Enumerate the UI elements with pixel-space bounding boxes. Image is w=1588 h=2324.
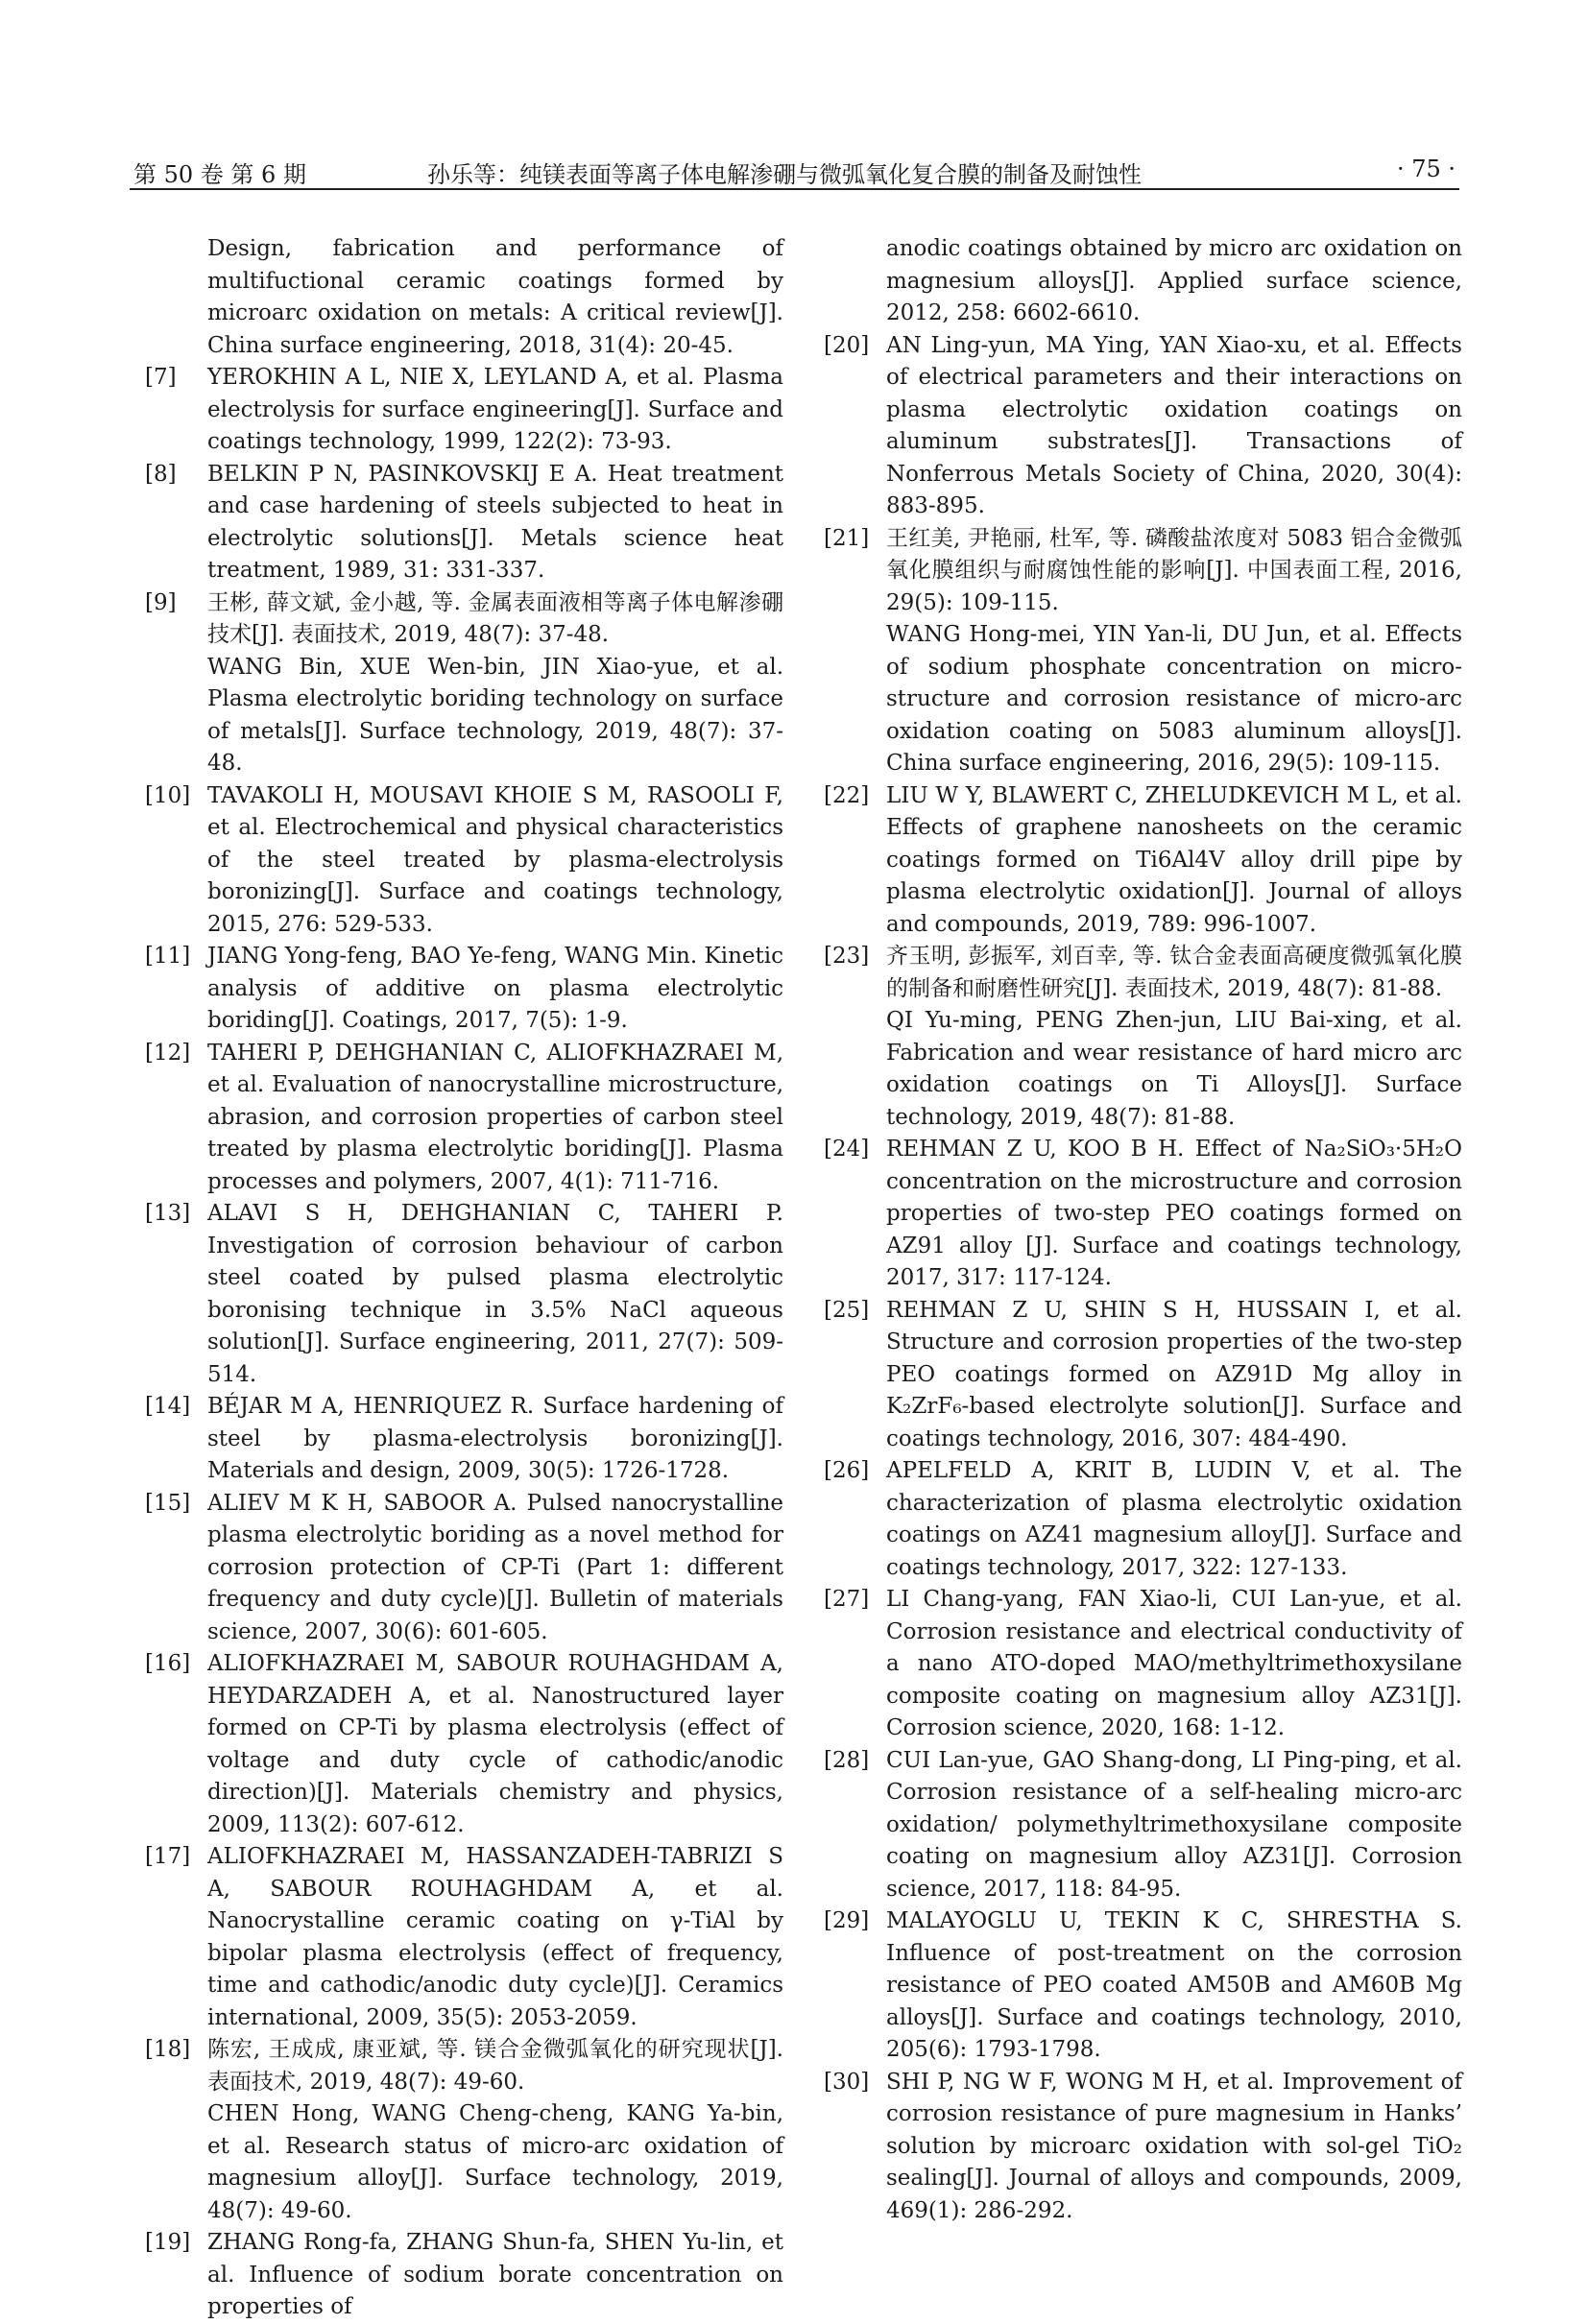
reference-text: WANG Bin, XUE Wen-bin, JIN Xiao-yue, et al. Plasma electrolytic boriding technology on surface of metals[J]. Surface technology, 2019, 48(7): 37-48. xyxy=(207,654,783,776)
reference-text: APELFELD A, KRIT B, LUDIN V, et al. The characterization of plasma electrolytic oxidation coatings on AZ41 magnesium alloy[J]. Surface and coatings technology, 2017, 322: 127-133. xyxy=(886,1458,1462,1580)
reference-entry xyxy=(145,780,783,942)
reference-text: AN Ling-yun, MA Ying, YAN Xiao-xu, et al. Effects of electrical parameters and their interactions on plasma electrolytic oxidation coatings on aluminum substrates[J]. Transactions of Nonferrous Metals Society of China, 2020, 30(4): 883-895. xyxy=(886,332,1462,518)
reference-number: [17] xyxy=(145,1844,191,1869)
reference-number: [18] xyxy=(145,2037,191,2062)
reference-number: [8] xyxy=(145,461,177,487)
reference-number: [25] xyxy=(824,1297,870,1323)
reference-number: [24] xyxy=(824,1137,870,1162)
reference-entry xyxy=(145,1038,783,1199)
reference-entry xyxy=(824,1134,1462,1295)
reference-entry xyxy=(824,1745,1462,1906)
reference-column-left xyxy=(145,233,783,2324)
reference-number: [10] xyxy=(145,782,191,808)
reference-number: [23] xyxy=(824,944,870,969)
reference-text: ALIOFKHAZRAEI M, HASSANZADEH-TABRIZI S A, SABOUR ROUHAGHDAM A, et al. Nanocrystalline ceramic coating on γ-TiAl by bipolar plasma electrolysis (effect of frequency, time and cathodic/anodic duty cycle)[J]. Ceramics international, 2009, 35(5): 2053-2059. xyxy=(207,1844,783,2030)
reference-entry xyxy=(145,459,783,587)
reference-number: [26] xyxy=(824,1458,870,1483)
journal-issue: 第 50 卷 第 6 期 xyxy=(133,161,306,188)
reference-number: [7] xyxy=(145,365,177,390)
reference-number: [13] xyxy=(145,1201,191,1226)
reference-entry xyxy=(145,941,783,1038)
reference-column-right xyxy=(824,233,1462,2227)
reference-number: [21] xyxy=(824,525,870,551)
reference-number: [20] xyxy=(824,332,870,358)
reference-text: 王彬, 薛文斌, 金小越, 等. 金属表面液相等离子体电解渗硼技术[J]. 表面技术, 2019, 48(7): 37-48. xyxy=(207,589,783,647)
reference-text: CUI Lan-yue, GAO Shang-dong, LI Ping-ping, et al. Corrosion resistance of a self-healing micro-arc oxidation/ polymethyltrimethoxysilane composite coating on magnesium alloy AZ31[J]. Corrosion science, 2017, 118: 84-95. xyxy=(886,1747,1462,1902)
reference-text: ALIOFKHAZRAEI M, SABOUR ROUHAGHDAM A, HEYDARZADEH A, et al. Nanostructured layer formed on CP-Ti by plasma electrolysis (effect of voltage and duty cycle of cathodic/anodic direction)[J]. Materials chemistry and physics, 2009, 113(2): 607-612. xyxy=(207,1651,783,1837)
reference-entry xyxy=(824,1584,1462,1745)
reference-text: TAHERI P, DEHGHANIAN C, ALIOFKHAZRAEI M, et al. Evaluation of nanocrystalline microstructure, abrasion, and corrosion properties of carbon steel treated by plasma electrolytic boriding[J]. Plasma processes and polymers, 2007, 4(1): 711-716. xyxy=(207,1040,783,1194)
reference-text: LI Chang-yang, FAN Xiao-li, CUI Lan-yue, et al. Corrosion resistance and electrical conductivity of a nano ATO-doped MAO/methyltrimethoxysilane composite coating on magnesium alloy AZ31[J]. Corrosion science, 2020, 168: 1-12. xyxy=(886,1587,1462,1740)
reference-number: [11] xyxy=(145,944,191,969)
reference-number: [30] xyxy=(824,2069,870,2095)
reference-text: SHI P, NG W F, WONG M H, et al. Improvement of corrosion resistance of pure magnesium in Hanks’ solution by microarc oxidation with sol-gel TiO₂ sealing[J]. Journal of alloys and compounds, 2009, 469(1): 286-292. xyxy=(886,2069,1462,2223)
reference-number: [27] xyxy=(824,1587,870,1612)
reference-entry xyxy=(145,362,783,459)
reference-entry xyxy=(145,1488,783,1649)
reference-number: [28] xyxy=(824,1747,870,1773)
reference-text: anodic coatings obtained by micro arc oxidation on magnesium alloys[J]. Applied surface science, 2012, 258: 6602-6610. xyxy=(886,236,1462,325)
reference-number: [16] xyxy=(145,1651,191,1676)
reference-entry xyxy=(824,1295,1462,1456)
reference-entry xyxy=(824,233,1462,330)
reference-text: JIANG Yong-feng, BAO Ye-feng, WANG Min. Kinetic analysis of additive on plasma electrolytic boriding[J]. Coatings, 2017, 7(5): 1-9. xyxy=(207,944,783,1033)
reference-text: CHEN Hong, WANG Cheng-cheng, KANG Ya-bin, et al. Research status of micro-arc oxidation of magnesium alloy[J]. Surface technology, 2019, 48(7): 49-60. xyxy=(207,2101,783,2223)
reference-entry xyxy=(145,2034,783,2227)
reference-text: REHMAN Z U, KOO B H. Effect of Na₂SiO₃·5H₂O concentration on the microstructure and corrosion properties of two-step PEO coatings formed on AZ91 alloy [J]. Surface and coatings technology, 2017, 317: 117-124. xyxy=(886,1137,1462,1290)
reference-entry xyxy=(824,1455,1462,1584)
reference-text: WANG Hong-mei, YIN Yan-li, DU Jun, et al. Effects of sodium phosphate concentration on micro-structure and corrosion resistance of micro-arc oxidation coating on 5083 aluminum alloys[J]. China surface engineering, 2016, 29(5): 109-115. xyxy=(886,622,1462,776)
reference-entry xyxy=(145,2227,783,2324)
reference-entry xyxy=(145,1841,783,2034)
reference-number: [19] xyxy=(145,2230,191,2255)
reference-number: [14] xyxy=(145,1394,191,1419)
reference-text: 陈宏, 王成成, 康亚斌, 等. 镁合金微弧氧化的研究现状[J]. 表面技术, 2019, 48(7): 49-60. xyxy=(207,2037,783,2095)
reference-text: LIU W Y, BLAWERT C, ZHELUDKEVICH M L, et al. Effects of graphene nanosheets on the ceramic coatings formed on Ti6Al4V alloy drill pipe by plasma electrolytic oxidation[J]. Journal of alloys and compounds, 2019, 789: 996-1007. xyxy=(886,782,1462,937)
reference-number: [9] xyxy=(145,589,177,615)
reference-entry xyxy=(145,587,783,780)
reference-text: ALAVI S H, DEHGHANIAN C, TAHERI P. Investigation of corrosion behaviour of carbon steel coated by pulsed plasma electrolytic boronising technique in 3.5% NaCl aqueous solution[J]. Surface engineering, 2011, 27(7): 509-514. xyxy=(207,1201,783,1387)
reference-entry xyxy=(824,1905,1462,2067)
reference-entry xyxy=(145,1391,783,1488)
reference-number: [22] xyxy=(824,782,870,808)
reference-entry xyxy=(824,330,1462,523)
reference-text: ALIEV M K H, SABOOR A. Pulsed nanocrystalline plasma electrolytic boriding as a novel method for corrosion protection of CP-Ti (Part 1: different frequency and duty cycle)[J]. Bulletin of materials science, 2007, 30(6): 601-605. xyxy=(207,1490,783,1644)
reference-entry xyxy=(824,780,1462,942)
reference-text: BELKIN P N, PASINKOVSKIJ E A. Heat treatment and case hardening of steels subjected to heat in electrolytic solutions[J]. Metals science heat treatment, 1989, 31: 331-337. xyxy=(207,461,783,583)
reference-text: 齐玉明, 彭振军, 刘百幸, 等. 钛合金表面高硬度微弧氧化膜的制备和耐磨性研究[J]. 表面技术, 2019, 48(7): 81-88. xyxy=(886,944,1462,1001)
reference-text: REHMAN Z U, SHIN S H, HUSSAIN I, et al. Structure and corrosion properties of the two-step PEO coatings formed on AZ91D Mg alloy in K₂ZrF₆-based electrolyte solution[J]. Surface and coatings technology, 2016, 307: 484-490. xyxy=(886,1297,1462,1451)
reference-number: [15] xyxy=(145,1490,191,1516)
page-number: · 75 · xyxy=(1396,156,1456,182)
reference-number: [29] xyxy=(824,1908,870,1933)
running-header xyxy=(130,154,1459,190)
reference-entry xyxy=(824,2067,1462,2228)
reference-entry xyxy=(824,941,1462,1134)
reference-text: YEROKHIN A L, NIE X, LEYLAND A, et al. Plasma electrolysis for surface engineering[J]. Surface and coatings technology, 1999, 122(2): 73-93. xyxy=(207,365,783,454)
reference-text: 王红美, 尹艳丽, 杜军, 等. 磷酸盐浓度对 5083 铝合金微弧氧化膜组织与耐腐蚀性能的影响[J]. 中国表面工程, 2016, 29(5): 109-115. xyxy=(886,525,1462,615)
reference-text: ZHANG Rong-fa, ZHANG Shun-fa, SHEN Yu-lin, et al. Influence of sodium borate concentration on properties of xyxy=(207,2230,783,2319)
reference-text: MALAYOGLU U, TEKIN K C, SHRESTHA S. Influence of post-treatment on the corrosion resistance of PEO coated AM50B and AM60B Mg alloys[J]. Surface and coatings technology, 2010, 205(6): 1793-1798. xyxy=(886,1908,1462,2062)
reference-text: QI Yu-ming, PENG Zhen-jun, LIU Bai-xing, et al. Fabrication and wear resistance of hard micro arc oxidation coatings on Ti Alloys[J]. Surface technology, 2019, 48(7): 81-88. xyxy=(886,1008,1462,1130)
reference-text: Design, fabrication and performance of multifuctional ceramic coatings formed by microarc oxidation on metals: A critical review[J]. China surface engineering, 2018, 31(4): 20-45. xyxy=(207,236,783,358)
reference-number: [12] xyxy=(145,1040,191,1066)
reference-entry xyxy=(145,1648,783,1841)
reference-text: BÉJAR M A, HENRIQUEZ R. Surface hardening of steel by plasma-electrolysis boronizing[J]. Materials and design, 2009, 30(5): 1726-1728. xyxy=(207,1394,783,1483)
reference-entry xyxy=(824,523,1462,780)
article-title: 孙乐等：纯镁表面等离子体电解渗硼与微弧氧化复合膜的制备及耐蚀性 xyxy=(427,161,1142,188)
reference-entry xyxy=(145,1198,783,1391)
reference-entry xyxy=(145,233,783,362)
reference-text: TAVAKOLI H, MOUSAVI KHOIE S M, RASOOLI F, et al. Electrochemical and physical characteristics of the steel treated by plasma-electrolysis boronizing[J]. Surface and coatings technology, 2015, 276: 529-533. xyxy=(207,782,783,937)
